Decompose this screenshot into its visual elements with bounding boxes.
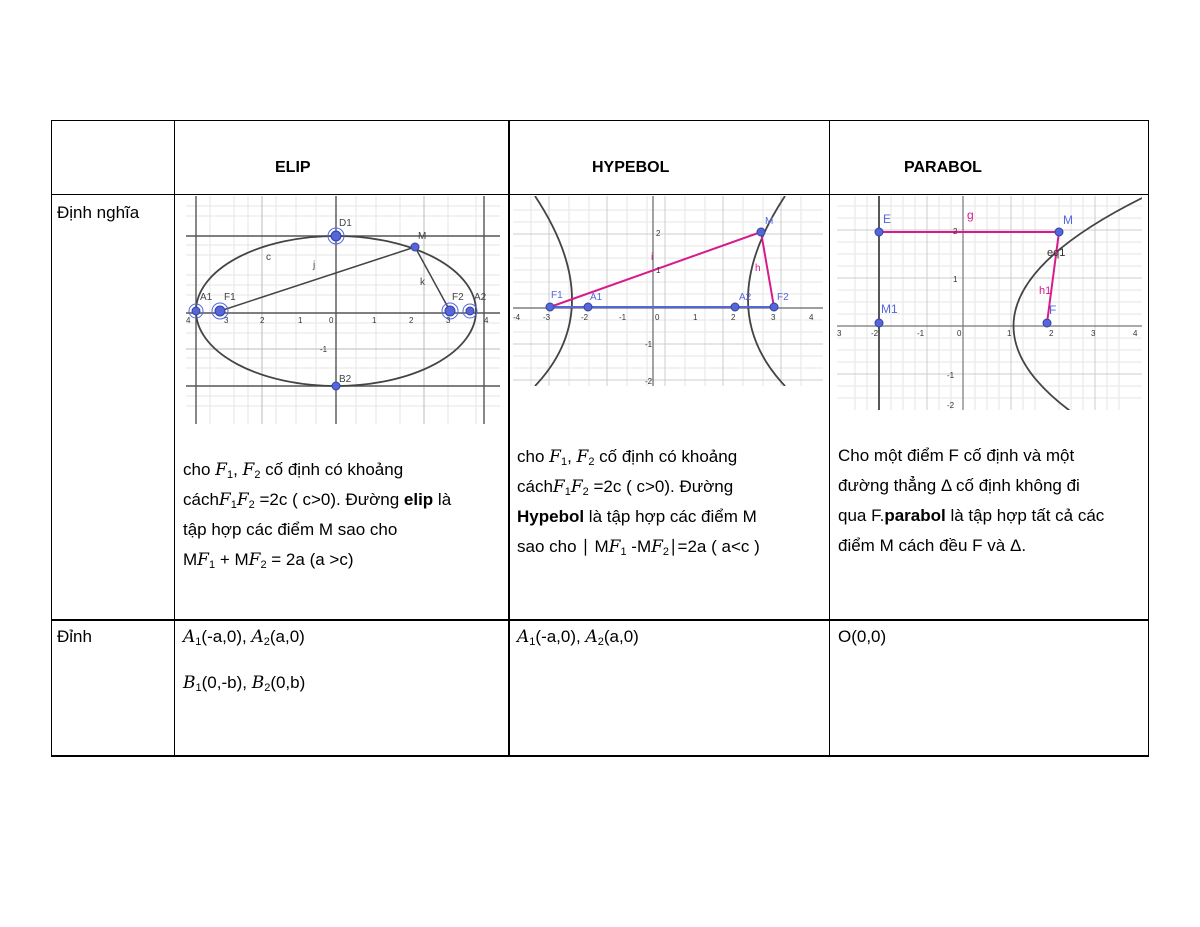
subscript: 2 [597, 636, 604, 648]
table-border-bottom [51, 755, 1149, 757]
table-border-right [1148, 120, 1149, 757]
parabola-label-M: M [1063, 213, 1073, 227]
parabola-tick: -1 [917, 329, 925, 338]
math-F: F [549, 447, 561, 467]
text: ∣=2a ( a<c ) [669, 537, 760, 556]
hyperbola-label-i: i [651, 252, 654, 263]
parabola-tick: 2 [953, 227, 958, 236]
subscript: 2 [662, 546, 670, 558]
ellipse-label-M: M [418, 231, 427, 242]
text: M [183, 550, 198, 569]
subscript: 2 [248, 499, 255, 511]
text: là tập hợp tất cả các [945, 506, 1105, 525]
hyperbola-tick: 2 [731, 313, 736, 322]
subscript: 1 [226, 469, 234, 481]
text: cố định có khoảng [594, 447, 738, 466]
parabola-tick: 1 [953, 275, 958, 284]
hyperbola-tick: -1 [645, 340, 653, 349]
text: =2c ( c>0). Đường [254, 490, 404, 509]
hyperbola-tick: -3 [543, 313, 551, 322]
subscript: 2 [260, 559, 267, 571]
math-F: F [215, 460, 227, 480]
math-A: A [183, 627, 196, 647]
ellipse-tick: 2 [409, 316, 414, 325]
ellipse-tick: 4 [484, 316, 489, 325]
vertices-elip-b [183, 668, 305, 698]
ellipse-tick: 3 [224, 316, 229, 325]
definition-parabol-line3 [838, 501, 1146, 531]
ellipse-label-A2: A2 [474, 292, 487, 303]
math-B: B [251, 673, 265, 693]
math-F: F [242, 460, 255, 480]
ellipse-tick: 0 [329, 316, 334, 325]
row-label-dinh-nghia: Định nghĩa [57, 203, 140, 222]
ellipse-label-F1: F1 [224, 292, 236, 303]
math-F: F [197, 550, 209, 570]
text: là tập hợp các điểm M [584, 507, 757, 526]
parabola-label-g: g [967, 208, 974, 222]
ellipse-tick: 1 [298, 316, 303, 325]
ellipse-label-c: c [266, 252, 271, 263]
text: =2c ( c>0). Đường [588, 477, 734, 496]
text: , [233, 460, 243, 479]
ellipse-tick: -1 [320, 345, 328, 354]
math-F: F [552, 477, 565, 497]
subscript: 2 [264, 682, 271, 694]
text: cho [517, 447, 550, 466]
text: (0,-b), [201, 673, 252, 692]
ellipse-graph [186, 196, 500, 424]
math-F: F [570, 477, 583, 497]
parabola-tick: 3 [1091, 329, 1096, 338]
text: là [433, 490, 452, 509]
math-F: F [248, 550, 261, 570]
parabola-tick: -1 [947, 371, 955, 380]
ellipse-tick: 2 [260, 316, 265, 325]
parabola-label-F: F [1049, 303, 1057, 317]
ellipse-label-B2: B2 [339, 374, 352, 385]
row-label-dinh: Đỉnh [57, 627, 92, 646]
table-border-left [51, 120, 52, 757]
math-F: F [236, 490, 249, 510]
subscript: 1 [564, 486, 571, 498]
text: sao cho ∣ M [517, 537, 609, 556]
ellipse-label-k: k [420, 277, 425, 288]
subscript: 1 [230, 499, 237, 511]
table-col-divider [174, 120, 175, 757]
definition-elip-line1 [183, 455, 503, 485]
math-B: B [183, 673, 196, 693]
subscript: 1 [195, 636, 202, 648]
text: (a,0) [603, 627, 639, 646]
definition-elip-line2 [183, 485, 503, 515]
subscript: 1 [208, 559, 216, 571]
text: (a,0) [269, 627, 305, 646]
subscript: 2 [582, 486, 589, 498]
text: cách [183, 490, 219, 509]
table-col-divider [829, 120, 830, 757]
text: qua F. [838, 506, 885, 525]
hyperbola-graph [513, 196, 823, 386]
hyperbola-tick: 0 [655, 313, 660, 322]
ellipse-tick: 3 [446, 316, 451, 325]
hyperbola-tick: -2 [581, 313, 589, 322]
ellipse-label-j: j [313, 260, 316, 271]
definition-parabol-line1: Cho một điểm F cố định và một [838, 446, 1075, 465]
header-parabol: PARABOL [904, 159, 982, 176]
parabola-label-M1: M1 [881, 302, 898, 316]
subscript: 1 [529, 636, 536, 648]
subscript: 1 [560, 456, 568, 468]
definition-hypebol-line3 [517, 502, 827, 532]
math-F: F [608, 537, 621, 557]
hyperbola-tick: -4 [513, 313, 521, 322]
term-parabol: parabol [884, 506, 946, 525]
hyperbola-tick: 1 [656, 266, 661, 275]
math-A: A [517, 627, 530, 647]
math-A: A [585, 627, 598, 647]
hyperbola-tick: 3 [771, 313, 776, 322]
parabola-label-E: E [883, 212, 892, 226]
parabola-tick: 0 [957, 329, 962, 338]
hyperbola-label-M: M [765, 216, 774, 227]
parabola-label-h1: h1 [1039, 285, 1052, 297]
comparison-table [51, 120, 1149, 757]
hyperbola-label-A2: A2 [739, 292, 752, 303]
hyperbola-tick: 1 [693, 313, 698, 322]
parabola-tick: 4 [1133, 329, 1138, 338]
table-row-divider [51, 194, 1149, 195]
definition-parabol-line4: điểm M cách đều F và Δ. [838, 536, 1027, 555]
subscript: 2 [254, 469, 261, 481]
definition-parabol-line2: đường thẳng Δ cố định không đi [838, 476, 1080, 495]
hyperbola-label-F1: F1 [551, 290, 563, 301]
vertices-hypebol [517, 622, 639, 652]
hyperbola-tick: 4 [809, 313, 814, 322]
parabola-tick: -2 [871, 329, 879, 338]
text: cách [517, 477, 553, 496]
header-elip: ELIP [275, 159, 311, 176]
vertices-elip-a [183, 622, 305, 652]
table-border-top [51, 120, 1149, 121]
table-row-divider [51, 619, 1149, 621]
ellipse-tick: 1 [372, 316, 377, 325]
definition-hypebol [517, 442, 827, 562]
ellipse-label-F2: F2 [452, 292, 464, 303]
parabola-graph [837, 196, 1142, 410]
parabola-label-eq1: eq1 [1047, 247, 1066, 259]
term-hypebol: Hypebol [517, 507, 585, 526]
definition-elip [183, 455, 503, 575]
text: + M [215, 550, 249, 569]
parabola-tick: 2 [1049, 329, 1054, 338]
ellipse-tick: 4 [186, 316, 191, 325]
parabola-tick: 3 [837, 329, 842, 338]
math-F: F [218, 490, 231, 510]
hyperbola-label-h: h [755, 263, 761, 274]
subscript: 1 [620, 546, 627, 558]
text: , [567, 447, 577, 466]
subscript: 2 [588, 456, 595, 468]
definition-parabol [838, 441, 1146, 561]
definition-elip-line4 [183, 545, 503, 575]
hyperbola-tick: -1 [619, 313, 627, 322]
text: -M [626, 537, 652, 556]
text: cố định có khoảng [260, 460, 404, 479]
subscript: 1 [195, 682, 202, 694]
math-F: F [576, 447, 589, 467]
text: (-a,0), [535, 627, 586, 646]
parabola-tick: 1 [1007, 329, 1012, 338]
definition-elip-line3: tập hợp các điểm M sao cho [183, 520, 398, 539]
hyperbola-tick: -2 [645, 377, 653, 386]
term-elip: elip [403, 490, 434, 509]
definition-hypebol-line1 [517, 442, 827, 472]
definition-hypebol-line4 [517, 532, 827, 562]
math-A: A [251, 627, 264, 647]
math-F: F [651, 537, 663, 557]
text: cho [183, 460, 216, 479]
text: (-a,0), [201, 627, 252, 646]
hyperbola-tick: 2 [656, 229, 661, 238]
vertices-parabol: O(0,0) [838, 627, 887, 646]
hyperbola-label-A1: A1 [590, 292, 603, 303]
ellipse-label-D1: D1 [339, 218, 352, 229]
text: (0,b) [270, 673, 306, 692]
definition-hypebol-line2 [517, 472, 827, 502]
ellipse-label-A1: A1 [200, 292, 213, 303]
table-col-divider [508, 120, 510, 757]
hyperbola-label-F2: F2 [777, 292, 789, 303]
parabola-tick: -2 [947, 401, 955, 410]
text: = 2a (a >c) [266, 550, 354, 569]
header-hypebol: HYPEBOL [592, 159, 670, 176]
vertices-elip [183, 622, 305, 698]
subscript: 2 [263, 636, 270, 648]
